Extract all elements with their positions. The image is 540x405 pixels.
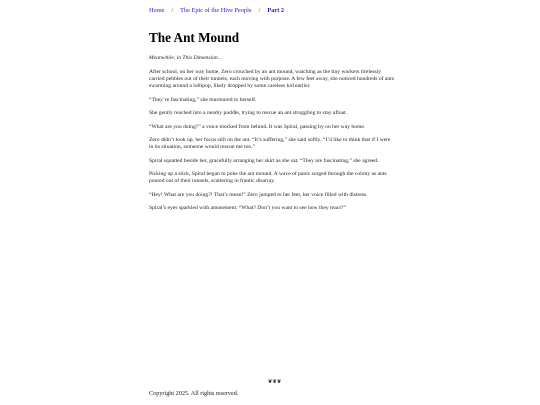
story-paragraph: Spiral squatted beside her, gracefully arranging her skirt as she sat. “They are fascinating,” she agreed. [149,157,379,164]
copyright-footer: Copyright 2025. All rights reserved. [149,390,239,397]
section-end-ornament: ❦❦❦ [268,380,282,385]
story-paragraph: “What are you doing?” a voice mocked from behind. It was Spiral, passing by on her way home. [149,123,366,130]
breadcrumb [149,7,284,14]
story-paragraph: “They’re fascinating,” she murmured to herself. [149,96,257,103]
story-paragraph: Zero didn’t look up, her focus still on the ant. “It’s suffering,” she said softly. “I’d like to think that if I were in its situation, someone would rescue me too.” [149,137,391,151]
story-paragraph: Spiral’s eyes sparkled with amusement. “What? Don’t you want to see how they react?” [149,205,346,212]
story-intro: Meanwhile, in This Dimension… [149,55,223,61]
story-page [149,0,394,405]
breadcrumb-current-part: Part 2 [267,7,285,14]
breadcrumb-separator: / [258,7,261,14]
story-paragraph: She gently reached into a nearby puddle, trying to rescue an ant struggling to stay afloat. [149,110,348,117]
story-paragraph: After school, on her way home, Zero crouched by an ant mound, watching as the tiny workers tirelessly carried pebbles out of their tunnels, each moving with purpose. A few feet away, she noticed hundreds of ants swarming around a lollipop, likely dropped by some careless kid earlier. [149,69,394,90]
story-paragraph: “Hey! What are you doing?! That’s mean!” Zero jumped to her feet, her voice filled with distress. [149,191,368,198]
story-content [149,55,394,219]
breadcrumb-separator: / [171,7,174,14]
story-paragraph: Picking up a stick, Spiral began to poke the ant mound. A wave of panic surged through the colony as ants poured out of their tunnels, scattering in frantic disarray. [149,171,387,185]
breadcrumb-story-link[interactable]: The Epic of the Hive People [180,7,252,14]
page-title: The Ant Mound [149,30,240,45]
breadcrumb-home-link[interactable]: Home [149,7,165,14]
